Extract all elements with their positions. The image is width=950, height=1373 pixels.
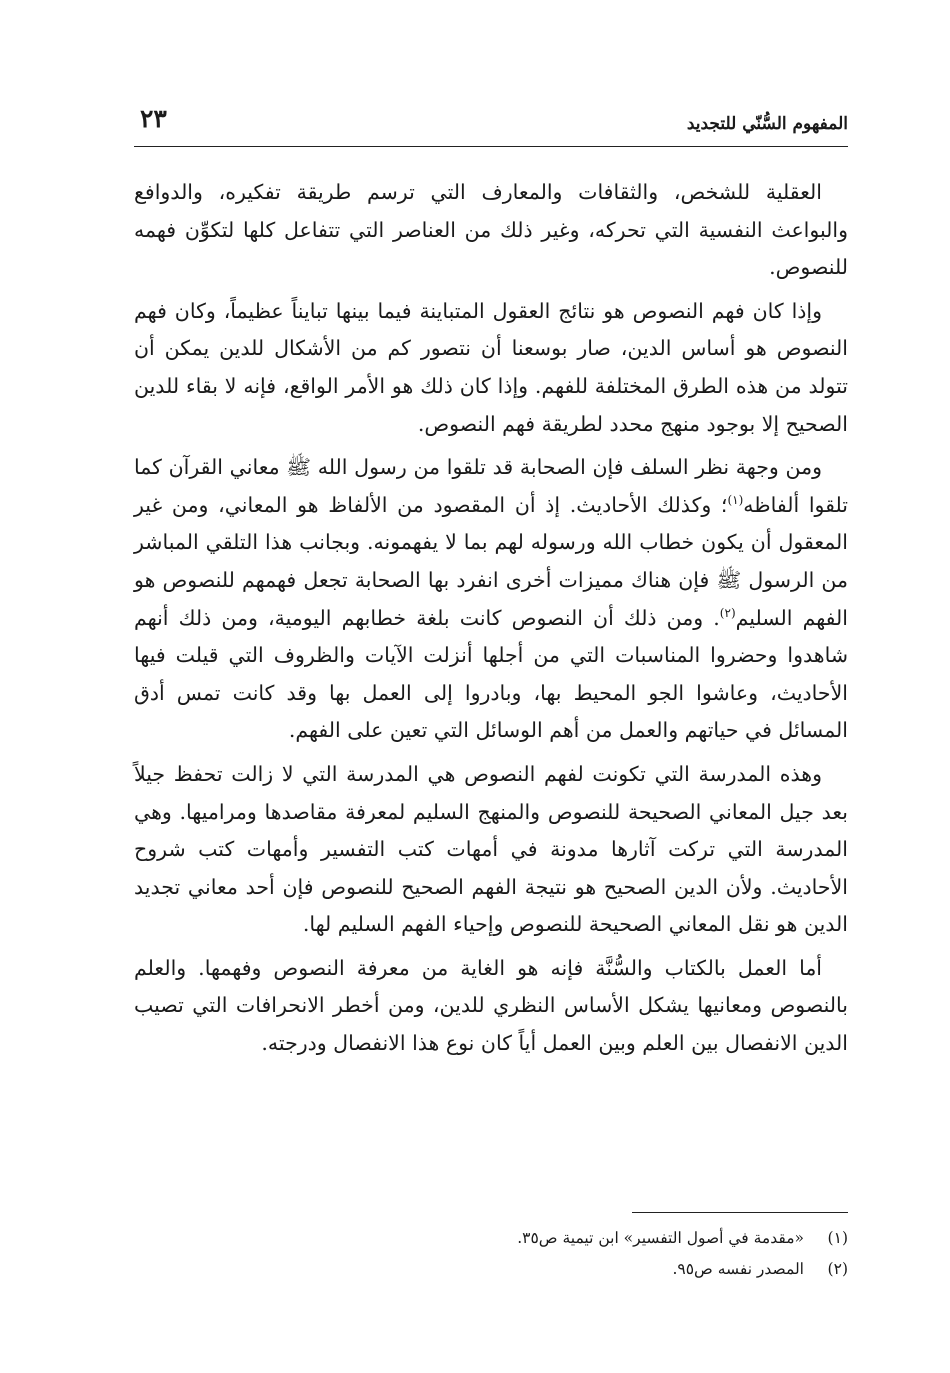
paragraph-3 (134, 449, 848, 750)
footnotes (134, 1223, 848, 1285)
footnote-ref-2[interactable]: (٢) (719, 605, 736, 620)
footnote-divider (632, 1212, 848, 1213)
footnote-number: (٢) (827, 1260, 848, 1278)
footnote-ref-1[interactable]: (١) (727, 492, 744, 507)
paragraph-5: أما العمل بالكتاب والسُّنَّة فإنه هو الغاية من معرفة النصوص وفهمها. والعلم بالنصوص ومعانيها يشكل الأساس النظري للدين، ومن أخطر الانحرافات التي تصيب الدين الانفصال بين العلم وبين العمل أياً كان نوع هذا الانفصال ودرجته. (134, 955, 848, 1056)
page-header (134, 104, 848, 144)
footnote-1 (134, 1223, 848, 1254)
paragraph-4: وهذه المدرسة التي تكونت لفهم النصوص هي المدرسة التي لا زالت تحفظ جيلاً بعد جيل المعاني الصحيحة للنصوص والمنهج السليم لمعرفة مقاصدها ومراميها. وهي المدرسة التي تركت آثارها مدونة في أمهات كتب التفسير وأمهات كتب شروح الأحاديث. ولأن الدين الصحيح هو نتيجة الفهم الصحيح للنصوص فإن أحد معاني تجديد الدين هو نقل المعاني الصحيحة للنصوص وإحياء الفهم السليم لها. (134, 761, 848, 937)
footnote-text: «مقدمة في أصول التفسير» ابن تيمية ص٣٥. (517, 1229, 804, 1247)
paragraph-3-part-2: ؛ وكذلك الأحاديث. إذ أن المقصود من الألفاظ هو المعاني، ومن غير المعقول أن يكون خطاب الله ورسوله لهم بما لا يفهمونه. وبجانب هذا التلقي المباشر من الرسول ﷺ فإن هناك مميزات أخرى انفرد بها الصحابة تجعل فهمهم للنصوص هو الفهم السليم (134, 492, 848, 630)
running-title: المفهوم السُّنّي للتجديد (686, 114, 848, 134)
paragraph-3-part-3: . ومن ذلك أن النصوص كانت بلغة خطابهم اليومية، ومن ذلك أنهم شاهدوا وحضروا المناسبات التي من أجلها أنزلت الآيات والظروف التي قيلت فيها الأحاديث، وعاشوا الجو المحيط بها، وبادروا إلى العمل بها وقد كانت تمس أدق المسائل في حياتهم والعمل من أهم الوسائل التي تعين على الفهم. (134, 605, 848, 743)
paragraph-1: العقلية للشخص، والثقافات والمعارف التي ترسم طريقة تفكيره، والدوافع والبواعث النفسية التي تحركه، وغير ذلك من العناصر التي تتفاعل كلها لتكوِّن فهمه للنصوص. (134, 180, 848, 280)
paragraph-3-part-1: ومن وجهة نظر السلف فإن الصحابة قد تلقوا من رسول الله ﷺ معاني القرآن كما تلقوا ألفاظه (134, 455, 848, 517)
header-divider (134, 146, 848, 147)
footnote-number: (١) (827, 1229, 848, 1247)
footnote-text: المصدر نفسه ص٩٥. (672, 1260, 804, 1278)
footnote-2 (134, 1254, 848, 1285)
paragraph-2: وإذا كان فهم النصوص هو نتائج العقول المتباينة فيما بينها تبايناً عظيماً، وكان فهم النصوص هو أساس الدين، صار بوسعنا أن نتصور كم من الأشكال للدين يمكن أن تتولد من هذه الطرق المختلفة للفهم. وإذا كان ذلك هو الأمر الواقع، فإنه لا بقاء للدين الصحيح إلا بوجود منهج محدد لطريقة فهم النصوص. (134, 298, 848, 436)
page-number: ٢٣ (140, 104, 167, 133)
main-text (134, 174, 848, 1069)
